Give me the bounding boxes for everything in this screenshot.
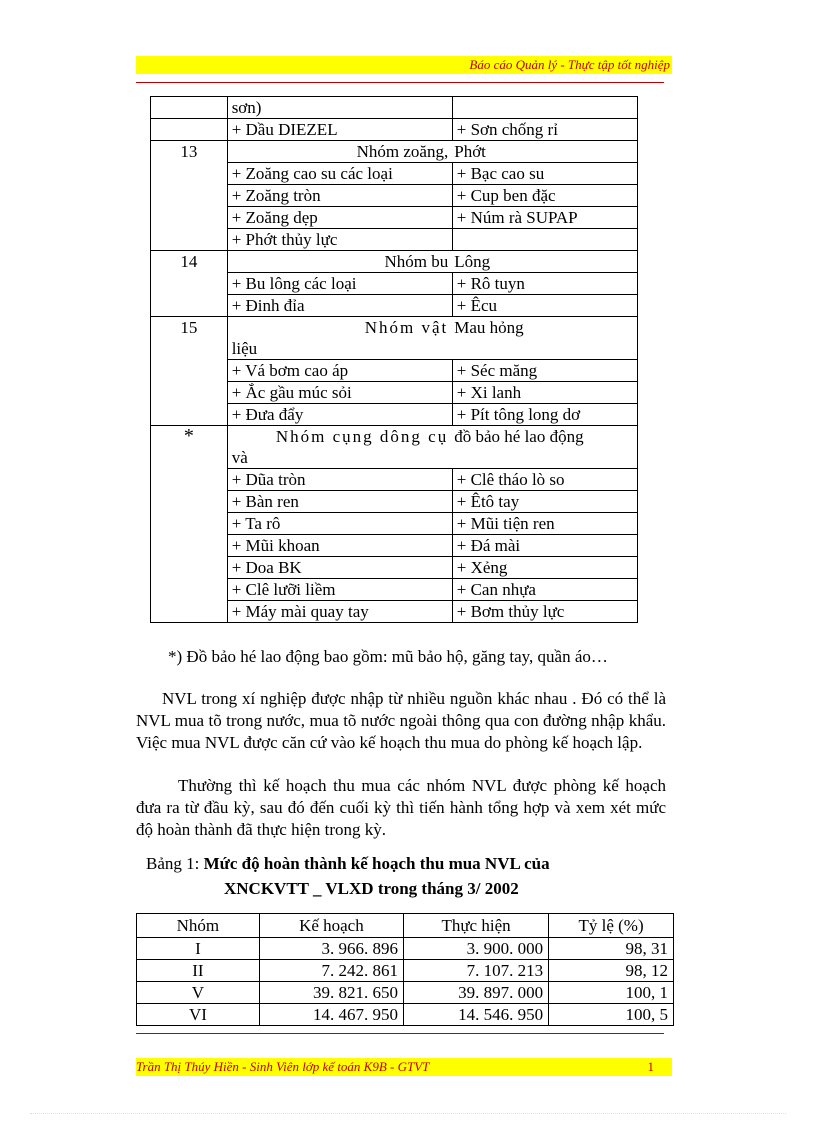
- ratio-cell: 98, 12: [549, 960, 674, 982]
- group-number-cell: [151, 119, 228, 141]
- item-cell: + Đinh đỉa: [227, 295, 452, 317]
- report-row: [137, 982, 674, 1004]
- group-title-cell: Phớt: [452, 141, 637, 163]
- plan-cell: 14. 467. 950: [259, 1004, 403, 1026]
- group-title-row: [151, 317, 638, 360]
- item-cell: + Cup ben đặc: [452, 185, 637, 207]
- group-title-cell: [227, 251, 452, 273]
- group-cell: VI: [137, 1004, 260, 1026]
- paragraph-sourcing: NVL trong xí nghiệp được nhập từ nhiều nguồn khác nhau . Đó có thể là NVL mua tõ trong nước, mua tõ nước ngoài thông qua con đường nhập khẩu. Việc mua NVL được căn cứ vào kế hoạch thu mua do phòng kế hoạch lập.: [136, 689, 666, 752]
- item-cell: + Bàn ren: [227, 491, 452, 513]
- header-text: Báo cáo Quản lý - Thực tập tốt nghiệp: [469, 57, 670, 72]
- col-header-actual: Thực hiện: [403, 914, 548, 938]
- actual-cell: 3. 900. 000: [403, 938, 548, 960]
- report-header-row: [137, 914, 674, 938]
- item-cell: + Doa BK: [227, 557, 452, 579]
- group-title-row: [151, 141, 638, 163]
- ratio-cell: 100, 5: [549, 1004, 674, 1026]
- report-table: [136, 913, 674, 1026]
- item-cell: + Sơn chống rỉ: [452, 119, 637, 141]
- item-cell: + Clê tháo lò so: [452, 469, 637, 491]
- col-header-ratio: Tỷ lệ (%): [549, 914, 674, 938]
- group-title-part: Nhóm zoăng,: [356, 142, 449, 161]
- group-title-cell: [227, 141, 452, 163]
- group-number-cell: 14: [151, 251, 228, 317]
- actual-cell: 14. 546. 950: [403, 1004, 548, 1026]
- item-cell: + Dầu DIEZEL: [227, 119, 452, 141]
- actual-cell: 7. 107. 213: [403, 960, 548, 982]
- item-cell: + Ta rô: [227, 513, 452, 535]
- group-title-cell: Mau hỏng: [452, 317, 637, 360]
- table-row: [151, 119, 638, 141]
- table-caption-line2: XNCKVTT _ VLXD trong tháng 3/ 2002: [224, 879, 519, 898]
- item-cell: + Mũi khoan: [227, 535, 452, 557]
- actual-cell: 39. 897. 000: [403, 982, 548, 1004]
- group-number-cell: 15: [151, 317, 228, 426]
- item-cell: + Núm rà SUPAP: [452, 207, 637, 229]
- item-cell: + Phớt thủy lực: [227, 229, 452, 251]
- item-cell: + Máy mài quay tay: [227, 601, 452, 623]
- item-cell: + Xẻng: [452, 557, 637, 579]
- plan-cell: 7. 242. 861: [259, 960, 403, 982]
- paragraph-planning: Thường thì kế hoạch thu mua các nhóm NVL được phòng kế hoạch đưa ra từ đầu kỳ, sau đó đến cuối kỳ thì tiến hành tổng hợp và xem xét mức độ hoàn thành đã thực hiện trong kỳ.: [136, 776, 666, 839]
- group-title-row: [151, 251, 638, 273]
- item-cell: + Pít tông long dơ: [452, 404, 637, 426]
- item-cell: + Zoăng cao su các loại: [227, 163, 452, 185]
- report-row: [137, 938, 674, 960]
- caption-title: Mức độ hoàn thành kế hoạch thu mua NVL của: [203, 854, 550, 873]
- ratio-cell: 98, 31: [549, 938, 674, 960]
- item-cell: + Bu lông các loại: [227, 273, 452, 295]
- item-cell: + Vá bơm cao áp: [227, 360, 452, 382]
- group-number-cell: *: [151, 426, 228, 623]
- item-cell: + Êtô tay: [452, 491, 637, 513]
- item-cell: + Séc măng: [452, 360, 637, 382]
- item-cell: + Êcu: [452, 295, 637, 317]
- item-cell: + Mũi tiện ren: [452, 513, 637, 535]
- table-row: [151, 97, 638, 119]
- item-cell: + Ắc gầu múc sỏi: [227, 382, 452, 404]
- item-cell: + Zoăng dẹp: [227, 207, 452, 229]
- group-title-cell: Lông: [452, 251, 637, 273]
- page-edge: [30, 1113, 786, 1114]
- plan-cell: 39. 821. 650: [259, 982, 403, 1004]
- item-cell: + Đưa đẩy: [227, 404, 452, 426]
- caption-prefix: Bảng 1:: [146, 854, 204, 873]
- group-title-cell: [227, 426, 452, 469]
- item-cell: sơn): [227, 97, 452, 119]
- item-cell: + Xi lanh: [452, 382, 637, 404]
- item-cell: + Đá mài: [452, 535, 637, 557]
- ratio-cell: 100, 1: [549, 982, 674, 1004]
- group-title-wrap: và: [231, 448, 248, 467]
- inventory-table: [150, 96, 638, 623]
- item-cell: + Dũa tròn: [227, 469, 452, 491]
- group-title-part: Nhóm cụng dông cụ: [275, 427, 449, 446]
- plan-cell: 3. 966. 896: [259, 938, 403, 960]
- item-cell: + Can nhựa: [452, 579, 637, 601]
- item-cell: + Bơm thủy lực: [452, 601, 637, 623]
- item-cell: + Zoăng tròn: [227, 185, 452, 207]
- footer-rule: [136, 1033, 664, 1034]
- group-cell: I: [137, 938, 260, 960]
- group-cell: V: [137, 982, 260, 1004]
- page-header: [136, 56, 672, 74]
- header-rule: [136, 82, 664, 83]
- page-footer: [136, 1058, 672, 1076]
- footer-text: Trần Thị Thúy Hiền - Sinh Viên lớp kế toán K9B - GTVT: [136, 1059, 430, 1074]
- group-title-part: Nhóm bu: [384, 252, 449, 271]
- group-title-wrap: liệu: [231, 339, 258, 358]
- group-number-cell: 13: [151, 141, 228, 251]
- group-cell: II: [137, 960, 260, 982]
- item-cell: + Clê lưỡi liềm: [227, 579, 452, 601]
- group-title-part: Nhóm vật: [364, 318, 449, 337]
- item-cell: + Rô tuyn: [452, 273, 637, 295]
- page-number: 1: [647, 1059, 654, 1074]
- item-cell: + Bạc cao su: [452, 163, 637, 185]
- group-title-row: [151, 426, 638, 469]
- group-title-cell: đồ bảo hé lao động: [452, 426, 637, 469]
- report-row: [137, 960, 674, 982]
- report-row: [137, 1004, 674, 1026]
- item-cell: [452, 229, 637, 251]
- note-paragraph: *) Đồ bảo hé lao động bao gồm: mũ bảo hộ, găng tay, quần áo…: [168, 647, 608, 666]
- col-header-plan: Kế hoạch: [259, 914, 403, 938]
- table-caption-line1: [136, 852, 676, 876]
- group-title-cell: [227, 317, 452, 360]
- col-header-group: Nhóm: [137, 914, 260, 938]
- item-cell: [452, 97, 637, 119]
- group-number-cell: [151, 97, 228, 119]
